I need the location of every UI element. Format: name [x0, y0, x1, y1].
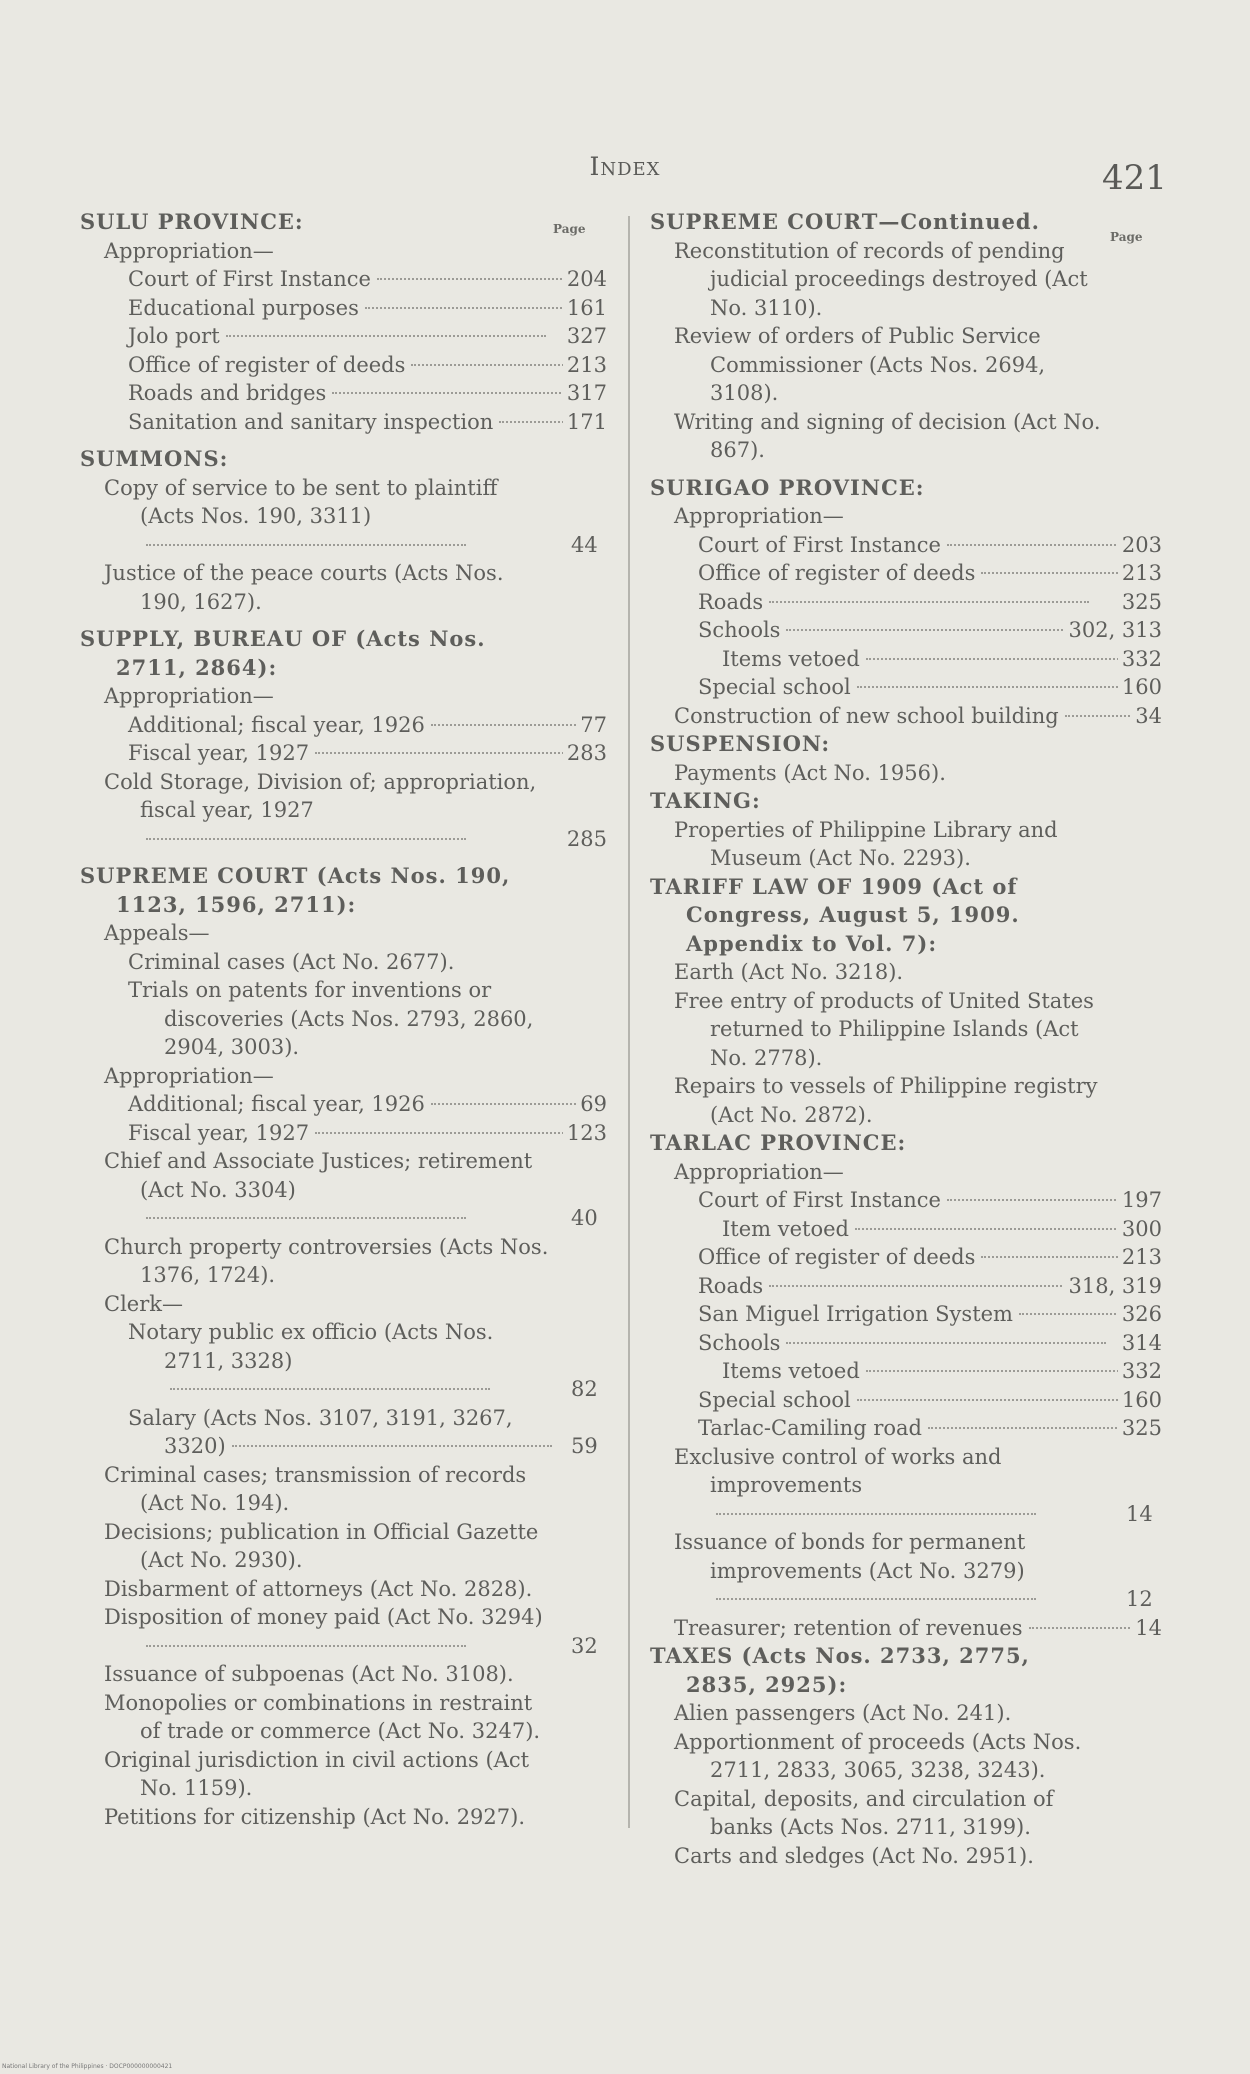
index-entry-text: TAXES (Acts Nos. 2733, 2775, 2835, 2925):: [650, 1643, 1030, 1697]
index-entry: [80, 1119, 607, 1148]
index-entry: [80, 768, 607, 854]
index-entry-text: Salary (Acts Nos. 3107, 3191, 3267, 3320): [128, 1405, 513, 1458]
left-page-column-head: Page: [553, 222, 586, 236]
index-entry: [80, 1746, 607, 1803]
index-heading: [650, 474, 1162, 503]
dot-leader: [786, 1342, 1106, 1344]
index-page-ref: 160: [1118, 673, 1162, 702]
index-entry-text: SURIGAO PROVINCE:: [650, 474, 925, 500]
index-page-ref: 69: [576, 1090, 607, 1119]
index-entry: [80, 237, 607, 266]
index-page-ref: 332: [1118, 645, 1162, 674]
index-entry-text: Criminal cases; transmission of records (Act No. 194).: [104, 1462, 527, 1515]
index-entry-text: Treasurer; retention of revenues: [674, 1615, 1023, 1640]
index-entry: [650, 408, 1162, 465]
index-page-ref: 204: [563, 265, 607, 294]
index-page-ref: 213: [563, 351, 607, 380]
index-entry: [80, 1689, 607, 1746]
dot-leader: [786, 629, 1106, 631]
index-entry-text: Appeals—: [104, 921, 210, 945]
index-entry-text: Additional; fiscal year, 1926: [128, 712, 425, 737]
index-entry-text: Court of First Instance: [698, 532, 941, 557]
dot-leader: [232, 1445, 552, 1447]
index-entry-text: Fiscal year, 1927: [128, 1120, 310, 1145]
index-page-ref: 300: [1118, 1215, 1162, 1244]
index-entry-text: Office of register of deeds: [698, 561, 976, 585]
page-title: Index: [589, 152, 661, 181]
index-heading: [650, 1642, 1162, 1699]
index-entry: [80, 1461, 607, 1518]
dot-leader: [857, 686, 1162, 688]
index-page-ref: 77: [576, 711, 607, 740]
dot-leader: [146, 544, 466, 546]
index-entry-text: Disposition of money paid (Act No. 3294): [104, 1605, 543, 1629]
dot-leader: [146, 838, 466, 840]
index-entry: [650, 1785, 1162, 1842]
index-entry: [80, 1062, 607, 1091]
index-entry-text: Trials on patents for inventions or discoveries (Acts Nos. 2793, 2860, 2904, 3003).: [128, 978, 534, 1059]
dot-leader: [716, 1513, 1036, 1515]
index-entry-text: Disbarment of attorneys (Act No. 2828).: [104, 1576, 533, 1601]
index-page-ref: 325: [1118, 588, 1162, 617]
index-entry: [650, 322, 1162, 408]
index-entry-text: Justice of the peace courts (Acts Nos. 190, 1627).: [104, 561, 504, 614]
index-page-ref: 40: [603, 1204, 607, 1233]
index-entry: [650, 531, 1162, 560]
dot-leader: [857, 1399, 1162, 1401]
index-entry-text: Original jurisdiction in civil actions (Act No. 1159).: [104, 1747, 530, 1800]
index-entry-text: Earth (Act No. 3218).: [674, 960, 904, 984]
index-entry-text: Roads: [698, 589, 764, 614]
index-page-ref: 171: [563, 408, 607, 437]
index-page-ref: 318, 319: [1064, 1272, 1162, 1301]
index-entry-text: Special school: [698, 1387, 851, 1412]
index-page-ref: 82: [603, 1375, 607, 1404]
index-entry: [650, 1158, 1162, 1187]
index-entry: [80, 1147, 607, 1233]
index-page-ref: 314: [1118, 1329, 1162, 1358]
index-entry-text: Sanitation and sanitary inspection: [128, 409, 494, 434]
index-entry-text: Court of First Instance: [698, 1188, 941, 1212]
index-entry: [80, 294, 607, 323]
index-entry: [650, 645, 1162, 674]
index-entry: [80, 1290, 607, 1319]
index-entry-text: Roads: [698, 1273, 764, 1298]
dot-leader: [769, 601, 1089, 603]
index-page-ref: 302, 313: [1064, 616, 1162, 645]
column-divider: [628, 216, 630, 1828]
index-entry: [80, 559, 607, 616]
index-entry-text: Reconstitution of records of pending judicial proceedings destroyed (Act No. 3110).: [674, 238, 1088, 320]
index-entry: [80, 1575, 607, 1604]
index-entry-text: Office of register of deeds: [128, 352, 406, 377]
index-entry: [80, 1518, 607, 1575]
index-entry-text: SUSPENSION:: [650, 731, 831, 756]
index-entry: [650, 588, 1162, 617]
index-entry: [650, 1072, 1162, 1129]
index-entry: [80, 1404, 607, 1461]
index-entry-text: Capital, deposits, and circulation of banks (Acts Nos. 2711, 3199).: [674, 1786, 1054, 1839]
index-entry-text: Properties of Philippine Library and Museum (Act No. 2293).: [674, 817, 1058, 870]
index-entry: [650, 1300, 1162, 1329]
index-page-ref: 14: [1131, 1614, 1162, 1643]
index-entry-text: Free entry of products of United States returned to Philippine Islands (Act No. 2778).: [674, 988, 1094, 1070]
index-entry-text: SULU PROVINCE:: [80, 209, 304, 234]
index-heading: [650, 730, 1162, 759]
index-entry-text: Appropriation—: [104, 1063, 274, 1088]
index-entry: [80, 739, 607, 768]
index-entry: [650, 1414, 1162, 1443]
index-entry-text: Repairs to vessels of Philippine registry (Act No. 2872).: [674, 1074, 1098, 1127]
index-entry-text: Items vetoed: [722, 646, 860, 671]
index-entry-text: Tarlac-Camiling road: [698, 1416, 922, 1440]
index-entry: [80, 711, 607, 740]
index-entry: [80, 1233, 607, 1290]
index-entry-text: TARLAC PROVINCE:: [650, 1130, 907, 1155]
index-entry-text: Alien passengers (Act No. 241).: [674, 1701, 1012, 1725]
index-entry: [650, 1614, 1162, 1643]
index-heading: [650, 208, 1162, 237]
index-page-ref: 160: [1118, 1386, 1162, 1415]
index-entry-text: Schools: [698, 618, 781, 642]
index-entry-text: SUPPLY, BUREAU OF (Acts Nos. 2711, 2864):: [80, 626, 486, 680]
dot-leader: [146, 1645, 466, 1647]
index-entry: [80, 322, 607, 351]
index-entry-text: Court of First Instance: [128, 267, 371, 291]
index-entry-text: Additional; fiscal year, 1926: [128, 1092, 425, 1116]
index-page-ref: 213: [1118, 559, 1162, 588]
index-entry: [650, 237, 1162, 323]
index-entry-text: Roads and bridges: [128, 381, 327, 405]
index-entry-text: Items vetoed: [722, 1359, 860, 1383]
index-entry: [80, 682, 607, 711]
index-entry-text: Apportionment of proceeds (Acts Nos. 2711, 2833, 3065, 3238, 3243).: [674, 1729, 1082, 1782]
index-page-ref: 285: [599, 825, 607, 854]
index-page-ref: 12: [1158, 1585, 1162, 1614]
index-page-ref: 317: [563, 379, 607, 408]
index-entry: [80, 919, 607, 948]
dot-leader: [769, 1285, 1089, 1287]
index-page-ref: 59: [603, 1432, 607, 1461]
index-entry-text: Clerk—: [104, 1291, 183, 1316]
index-entry: [80, 379, 607, 408]
index-column-left: [80, 208, 607, 1831]
index-entry-text: Notary public ex officio (Acts Nos. 2711, 3328): [128, 1320, 494, 1373]
right-page-column-head: Page: [1110, 230, 1143, 244]
index-entry: [650, 616, 1162, 645]
index-entry-text: Appropriation—: [104, 684, 274, 708]
dot-leader: [226, 335, 546, 337]
index-entry-text: Jolo port: [128, 324, 220, 348]
index-page-ref: 32: [603, 1632, 607, 1661]
index-entry-text: TARIFF LAW OF 1909 (Act of Congress, August 5, 1909. Appendix to Vol. 7):: [650, 873, 1020, 956]
index-heading: [80, 862, 607, 919]
index-heading: [650, 873, 1162, 959]
index-entry: [80, 1660, 607, 1689]
index-entry-text: Decisions; publication in Official Gazette (Act No. 2930).: [104, 1519, 539, 1572]
index-entry-text: Construction of new school building: [674, 703, 1059, 728]
index-entry-text: Issuance of subpoenas (Act No. 3108).: [104, 1662, 514, 1686]
index-entry-text: Carts and sledges (Act No. 2951).: [674, 1843, 1034, 1868]
index-entry: [650, 1386, 1162, 1415]
index-entry-text: Appropriation—: [674, 1159, 844, 1184]
index-entry: [650, 502, 1162, 531]
index-entry-text: Educational purposes: [128, 295, 359, 320]
index-page-ref: 203: [1118, 531, 1162, 560]
index-page-ref: 283: [563, 739, 607, 768]
page-number: 421: [1102, 158, 1167, 198]
index-page-ref: 326: [1118, 1300, 1162, 1329]
index-entry: [80, 265, 607, 294]
index-heading: [80, 208, 607, 237]
index-heading: [80, 625, 607, 682]
index-entry: [80, 1318, 607, 1404]
dot-leader: [170, 1388, 490, 1390]
footer-note: National Library of the Philippines · DOCP000000000421: [2, 2063, 173, 2070]
index-entry: [80, 1803, 607, 1832]
index-entry-text: San Miguel Irrigation System: [698, 1302, 1013, 1326]
index-entry: [650, 1842, 1162, 1871]
index-entry: [650, 816, 1162, 873]
index-entry: [650, 987, 1162, 1073]
index-page-ref: 325: [1118, 1414, 1162, 1443]
index-entry: [650, 1186, 1162, 1215]
index-entry-text: Special school: [698, 675, 851, 699]
index-entry-text: Chief and Associate Justices; retirement (Act No. 3304): [104, 1149, 533, 1202]
index-entry: [650, 1215, 1162, 1244]
index-entry: [80, 474, 607, 560]
index-entry-text: SUPREME COURT—Continued.: [650, 209, 1040, 234]
index-entry: [80, 1090, 607, 1119]
index-entry-text: Appropriation—: [674, 504, 844, 528]
index-heading: [80, 445, 607, 474]
index-entry-text: Criminal cases (Act No. 2677).: [128, 949, 455, 974]
index-entry-text: Fiscal year, 1927: [128, 741, 310, 765]
index-entry: [650, 1243, 1162, 1272]
index-entry: [650, 1443, 1162, 1529]
dot-leader: [146, 1217, 466, 1219]
index-entry-text: Cold Storage, Division of; appropriation, fiscal year, 1927: [104, 769, 537, 822]
dot-leader: [716, 1598, 1036, 1600]
index-entry: [650, 1272, 1162, 1301]
index-entry-text: SUPREME COURT (Acts Nos. 190, 1123, 1596, 2711):: [80, 863, 511, 917]
index-entry: [80, 948, 607, 977]
index-entry: [650, 1329, 1162, 1358]
index-entry-text: Office of register of deeds: [698, 1245, 976, 1269]
index-page-ref: 197: [1118, 1186, 1162, 1215]
index-entry: [650, 1699, 1162, 1728]
index-entry: [650, 673, 1162, 702]
index-entry-text: Payments (Act No. 1956).: [674, 760, 946, 785]
index-entry: [80, 976, 607, 1062]
index-entry-text: SUMMONS:: [80, 446, 229, 471]
index-page-ref: 213: [1118, 1243, 1162, 1272]
index-entry: [80, 351, 607, 380]
index-entry: [80, 1603, 607, 1660]
index-page-ref: 14: [1158, 1500, 1162, 1529]
index-page-ref: 123: [563, 1119, 607, 1148]
index-page-ref: 44: [603, 531, 607, 560]
index-heading: [650, 787, 1162, 816]
index-entry: [80, 408, 607, 437]
index-entry-text: Monopolies or combinations in restraint of trade or commerce (Act No. 3247).: [104, 1690, 541, 1743]
index-entry-text: Church property controversies (Acts Nos. 1376, 1724).: [104, 1234, 549, 1287]
index-entry: [650, 958, 1162, 987]
dot-leader: [855, 1228, 1162, 1230]
index-page-ref: 332: [1118, 1357, 1162, 1386]
index-entry: [650, 759, 1162, 788]
index-entry: [650, 559, 1162, 588]
index-page-ref: 161: [563, 294, 607, 323]
index-entry-text: Review of orders of Public Service Commissioner (Acts Nos. 2694, 3108).: [674, 324, 1046, 405]
index-column-right: [650, 208, 1162, 1870]
index-page-ref: 34: [1131, 702, 1162, 731]
index-entry: [650, 1728, 1162, 1785]
index-entry: [650, 702, 1162, 731]
index-entry-text: Writing and signing of decision (Act No. 867).: [674, 409, 1101, 462]
index-entry-text: Schools: [698, 1330, 781, 1355]
index-entry-text: Petitions for citizenship (Act No. 2927).: [104, 1804, 526, 1829]
index-entry-text: Copy of service to be sent to plaintiff (Acts Nos. 190, 3311): [104, 475, 498, 528]
index-entry-text: Appropriation—: [104, 238, 274, 263]
index-entry-text: Item vetoed: [722, 1216, 849, 1241]
index-entry-text: TAKING:: [650, 788, 761, 813]
index-entry-text: Issuance of bonds for permanent improvements (Act No. 3279): [674, 1530, 1026, 1583]
index-entry-text: Exclusive control of works and improvements: [674, 1444, 1002, 1497]
index-entry: [650, 1528, 1162, 1614]
index-page-ref: 327: [563, 322, 607, 351]
index-entry: [650, 1357, 1162, 1386]
index-heading: [650, 1129, 1162, 1158]
